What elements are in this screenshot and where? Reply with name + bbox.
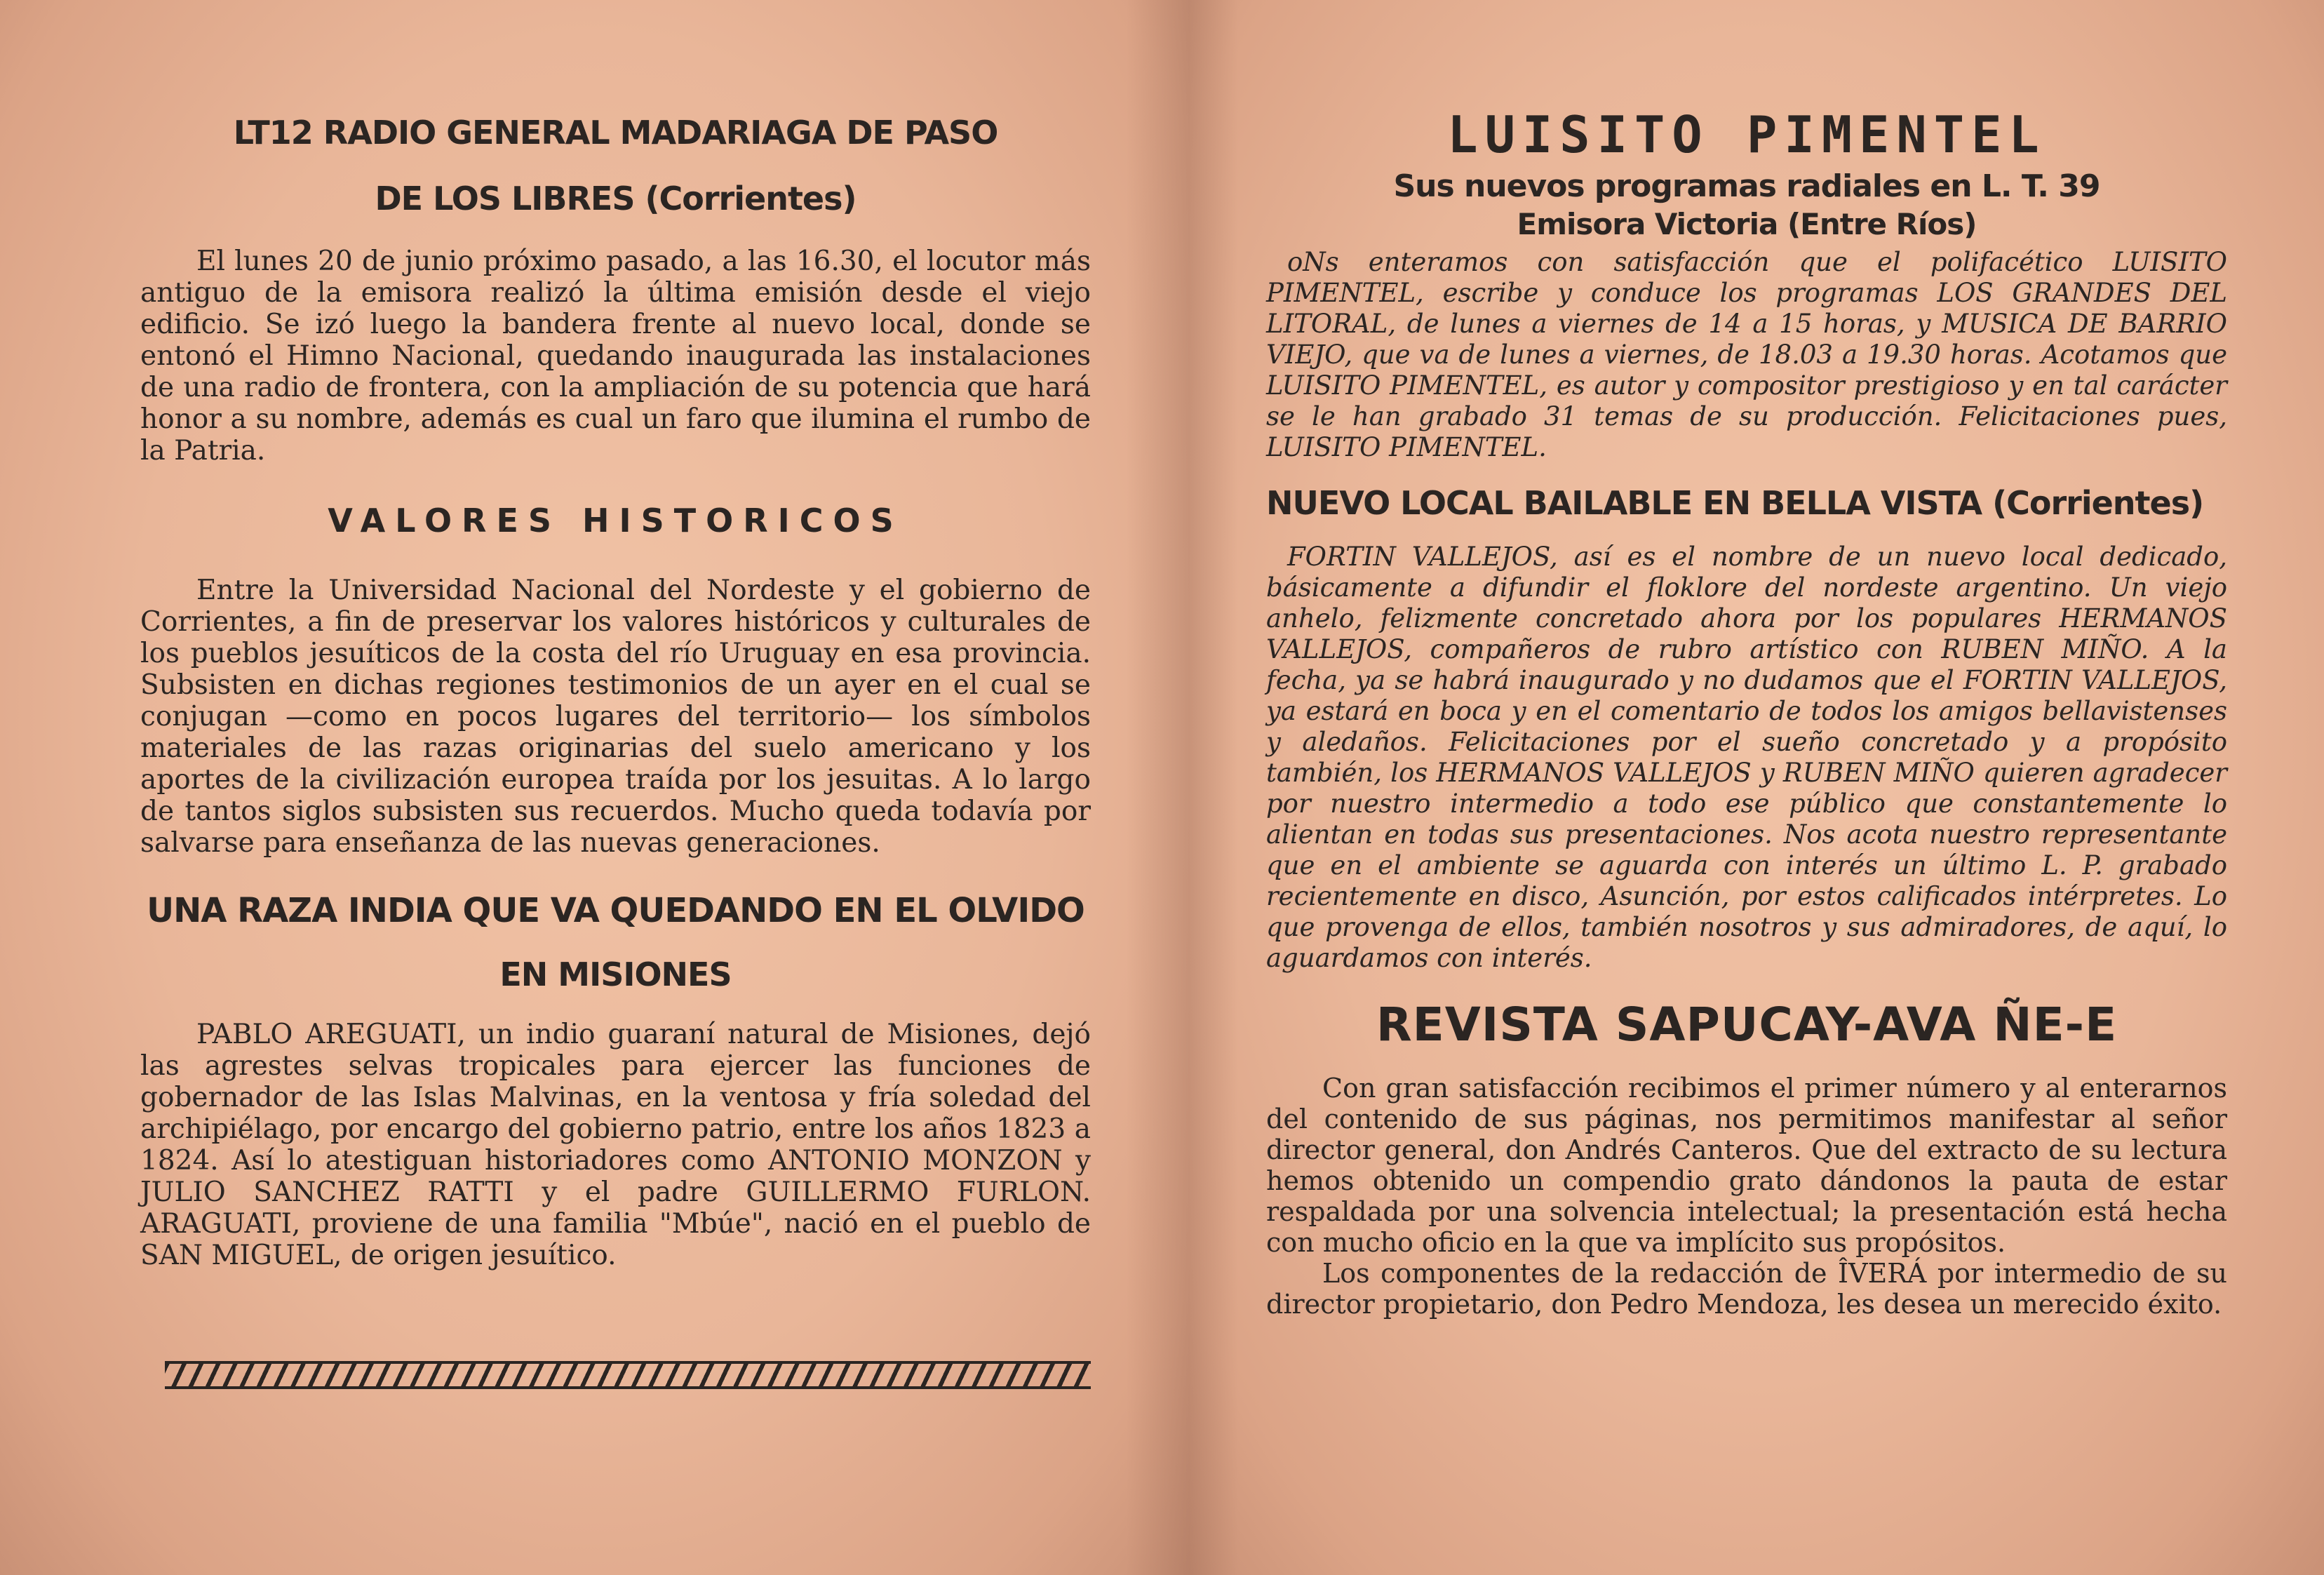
lt12-paragraph: El lunes 20 de junio próximo pasado, a las 16.30, el locutor más antiguo de la emisora realizó la última emisión desde el viejo edificio. Se izó luego la bandera frente al nuevo local, donde se entonó el Himno Nacional, quedando inaugurada las instalaciones de una radio de frontera, con la ampliación de su potencia que hará honor a su nombre, además es cual un faro que ilumina el rumbo de la Patria. [140,246,1091,467]
left-column [140,105,1091,1271]
gutter-shadow [1126,0,1189,1575]
ivera-paragraph: Los componentes de la redacción de ÎVERÁ por intermedio de su director propietario, don Pedro Mendoza, les desea un merecido éxito. [1266,1258,2227,1320]
gutter-shadow [1189,0,1238,1575]
valores-heading: VALORES HISTORICOS [328,502,904,539]
lt12-heading-line1: LT12 RADIO GENERAL MADARIAGA DE PASO [233,114,998,152]
lt12-heading-line2: DE LOS LIBRES (Corrientes) [375,180,857,217]
emisora-subheading: Emisora Victoria (Entre Ríos) [1517,207,1977,241]
areguati-paragraph: PABLO AREGUATI, un indio guaraní natural de Misiones, dejó las agrestes selvas tropicales para ejercer las funciones de gobernador de las Islas Malvinas, en la ventosa y fría soledad del archipiélago, por encargo del gobierno patrio, entre los años 1823 a 1824. Así lo atestiguan historiadores como ANTONIO MONZON y JULIO SANCHEZ RATTI y el padre GUILLERMO FURLON. ARAGUATI, proviene de una familia "Mbúe", nació en el pueblo de SAN MIGUEL, de origen jesuítico. [140,1019,1091,1271]
nuevo-local-heading: NUEVO LOCAL BAILABLE EN BELLA VISTA (Corrientes) [1266,484,2204,522]
ornamental-border [165,1361,1091,1389]
revista-heading: REVISTA SAPUCAY-AVA ÑE-E [1376,998,2118,1052]
right-page [1189,0,2324,1575]
fortin-paragraph: FORTIN VALLEJOS, así es el nombre de un nuevo local dedicado, básicamente a difundir el floklore del nordeste argentino. Un viejo anhelo, felizmente concretado ahora por los populares HERMANOS VALLEJOS, compañeros de rubro artístico con RUBEN MIÑO. A la fecha, ya se habrá inaugurado y no dudamos que el FORTIN VALLEJOS, ya estará en boca y en el comentario de todos los amigos bellavistenses y aledaños. Felicitaciones por el sueño concretado y a propósito también, los HERMANOS VALLEJOS y RUBEN MIÑO quieren agradecer por nuestro intermedio a todo ese público que constantemente lo alientan en todas sus presentaciones. Nos acota nuestro representante que en el ambiente se aguarda con interés un último L. P. grabado recientemente en disco, Asunción, por estos calificados intérpretes. Lo que provenga de ellos, también nosotros y sus admiradores, de aquí, lo aguardamos con interés. [1266,542,2227,973]
misiones-heading: EN MISIONES [499,956,732,993]
luisito-paragraph: oNs enteramos con satisfacción que el polifacético LUISITO PIMENTEL, escribe y conduce los programas LOS GRANDES DEL LITORAL, de lunes a viernes de 14 a 15 horas, y MUSICA DE BARRIO VIEJO, que va de lunes a viernes, de 18.03 a 19.30 horas. Acotamos que LUISITO PIMENTEL, es autor y compositor prestigioso y en tal carácter se le han grabado 31 temas de su producción. Felicitaciones pues, LUISITO PIMENTEL. [1266,247,2227,462]
luisito-subheading: Sus nuevos programas radiales en L. T. 39 [1393,168,2100,204]
revista-paragraph: Con gran satisfacción recibimos el primer número y al enterarnos del contenido de sus páginas, nos permitimos manifestar al señor director general, don Andrés Canteros. Que del extracto de su lectura hemos obtenido un compendio grato dándonos la pauta de estar respaldada por una solvencia intelectual; la presentación está hecha con mucho oficio en la que va implícito sus propósitos. [1266,1073,2227,1258]
right-column [1266,105,2227,1320]
valores-paragraph: Entre la Universidad Nacional del Nordeste y el gobierno de Corrientes, a fin de preservar los valores históricos y culturales de los pueblos jesuíticos de la costa del río Uruguay en esa provincia. Subsisten en dichas regiones testimonios de un ayer en el cual se conjugan —como en pocos lugares del territorio— los símbolos materiales de las razas originarias del suelo americano y los aportes de la civilización europea traída por los jesuitas. A lo largo de tantos siglos subsisten sus recuerdos. Mucho queda todavía por salvarse para enseñanza de las nuevas generaciones. [140,575,1091,859]
raza-heading: UNA RAZA INDIA QUE VA QUEDANDO EN EL OLVIDO [147,891,1084,930]
luisito-heading: LUISITO PIMENTEL [1447,105,2046,164]
